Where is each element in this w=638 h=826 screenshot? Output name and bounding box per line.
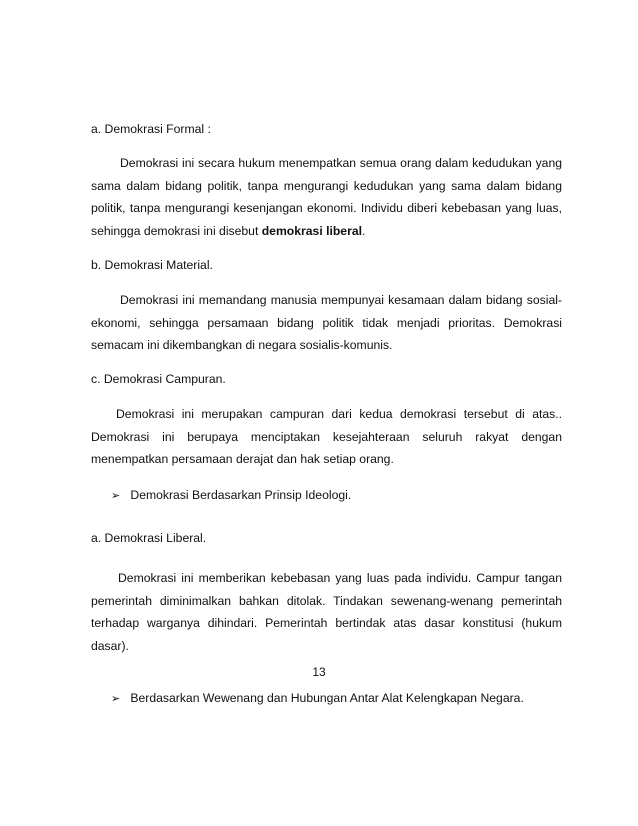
section-heading-material: b. Demokrasi Material.: [91, 258, 213, 272]
authority-bullet-text: Berdasarkan Wewenang dan Hubungan Antar Alat Kelengkapan Negara.: [130, 691, 524, 705]
paragraph-formal-end: .: [362, 223, 366, 238]
liberal-democracy-emphasis: demokrasi liberal: [261, 223, 362, 238]
section-heading-mixed: c. Demokrasi Campuran.: [91, 372, 226, 386]
paragraph-mixed: Demokrasi ini merupakan campuran dari kedua demokrasi tersebut di atas.. Demokrasi ini berupaya menciptakan kesejahteraan seluruh rakyat dengan menempatkan persamaan derajat dan hak setiap orang.: [91, 407, 562, 466]
authority-bullet: [111, 687, 524, 711]
arrowhead-bullet-icon: ➢: [111, 692, 121, 705]
paragraph-formal-text: Demokrasi ini secara hukum menempatkan semua orang dalam kedudukan yang sama dalam bidang politik, tanpa mengurangi kedudukan yang sama dalam bidang politik, tanpa mengurangi kesenjangan ekonomi. Individu diberi kebebasan yang luas, sehingga demokrasi ini disebut: [91, 156, 562, 238]
paragraph-material: Demokrasi ini memandang manusia mempunyai kesamaan dalam bidang sosial-ekonomi, sehingga persamaan bidang politik tidak menjadi prioritas. Demokrasi semacam ini dikembangkan di negara sosialis-komunis.: [91, 293, 562, 352]
section-heading-liberal: a. Demokrasi Liberal.: [91, 531, 207, 545]
paragraph-formal: [91, 152, 562, 242]
ideology-bullet: [111, 484, 351, 508]
paragraph-liberal: Demokrasi ini memberikan kebebasan yang luas pada individu. Campur tangan pemerintah diminimalkan bahkan ditolak. Tindakan sewenang-wenang pemerintah terhadap warganya dihindari. Pemerintah bertindak atas dasar konstitusi (hukum dasar).: [91, 571, 562, 653]
section-heading-formal: a. Demokrasi Formal :: [91, 122, 211, 136]
page-number: 13: [312, 665, 326, 679]
ideology-bullet-text: Demokrasi Berdasarkan Prinsip Ideologi.: [130, 488, 352, 502]
arrowhead-bullet-icon: ➢: [111, 489, 121, 502]
